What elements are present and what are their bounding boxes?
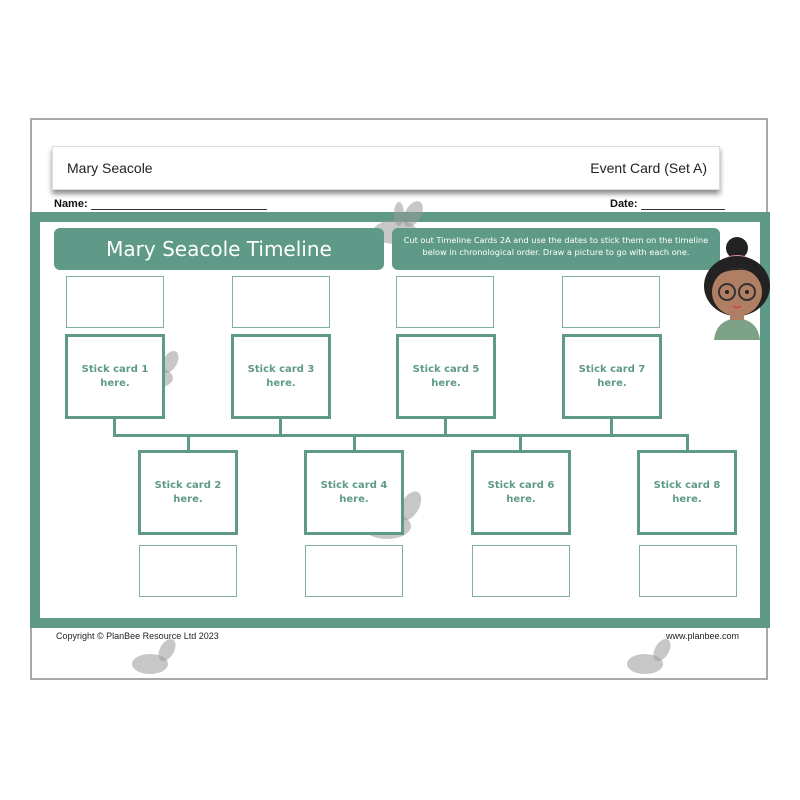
name-label: Name: [54, 198, 88, 210]
header-topic: Mary Seacole [67, 160, 153, 176]
connector [610, 418, 613, 436]
bee-watermark-icon [125, 638, 185, 680]
picture-box-4[interactable] [305, 545, 403, 597]
connector [187, 434, 190, 451]
picture-box-7[interactable] [562, 276, 660, 328]
picture-box-8[interactable] [639, 545, 737, 597]
date-field[interactable] [610, 198, 725, 210]
card-slot-8[interactable]: Stick card 8 here. [637, 450, 737, 535]
date-line[interactable] [641, 199, 725, 210]
timeline-title: Mary Seacole Timeline [54, 228, 384, 270]
connector [519, 434, 522, 451]
card-slot-2[interactable]: Stick card 2 here. [138, 450, 238, 535]
name-line[interactable] [91, 199, 267, 210]
worksheet-header [52, 146, 720, 190]
picture-box-1[interactable] [66, 276, 164, 328]
picture-box-6[interactable] [472, 545, 570, 597]
card-slot-3[interactable]: Stick card 3 here. [231, 334, 331, 419]
connector [686, 434, 689, 451]
picture-box-3[interactable] [232, 276, 330, 328]
connector [113, 418, 116, 436]
instructions: Cut out Timeline Cards 2A and use the dates to stick them on the timeline below in chronological order. Draw a picture to go with each one. [392, 228, 720, 270]
connector [444, 418, 447, 436]
card-slot-1[interactable]: Stick card 1 here. [65, 334, 165, 419]
copyright-text: Copyright © PlanBee Resource Ltd 2023 [56, 631, 219, 641]
teacher-avatar [700, 228, 774, 340]
header-card-set: Event Card (Set A) [590, 160, 707, 176]
name-field[interactable] [54, 198, 267, 210]
card-slot-5[interactable]: Stick card 5 here. [396, 334, 496, 419]
bee-watermark-icon [620, 638, 680, 680]
picture-box-2[interactable] [139, 545, 237, 597]
connector [353, 434, 356, 451]
card-slot-6[interactable]: Stick card 6 here. [471, 450, 571, 535]
timeline-line [113, 434, 689, 437]
picture-box-5[interactable] [396, 276, 494, 328]
card-slot-7[interactable]: Stick card 7 here. [562, 334, 662, 419]
date-label: Date: [610, 198, 638, 210]
connector [279, 418, 282, 436]
website-link[interactable]: www.planbee.com [666, 631, 740, 641]
card-slot-4[interactable]: Stick card 4 here. [304, 450, 404, 535]
